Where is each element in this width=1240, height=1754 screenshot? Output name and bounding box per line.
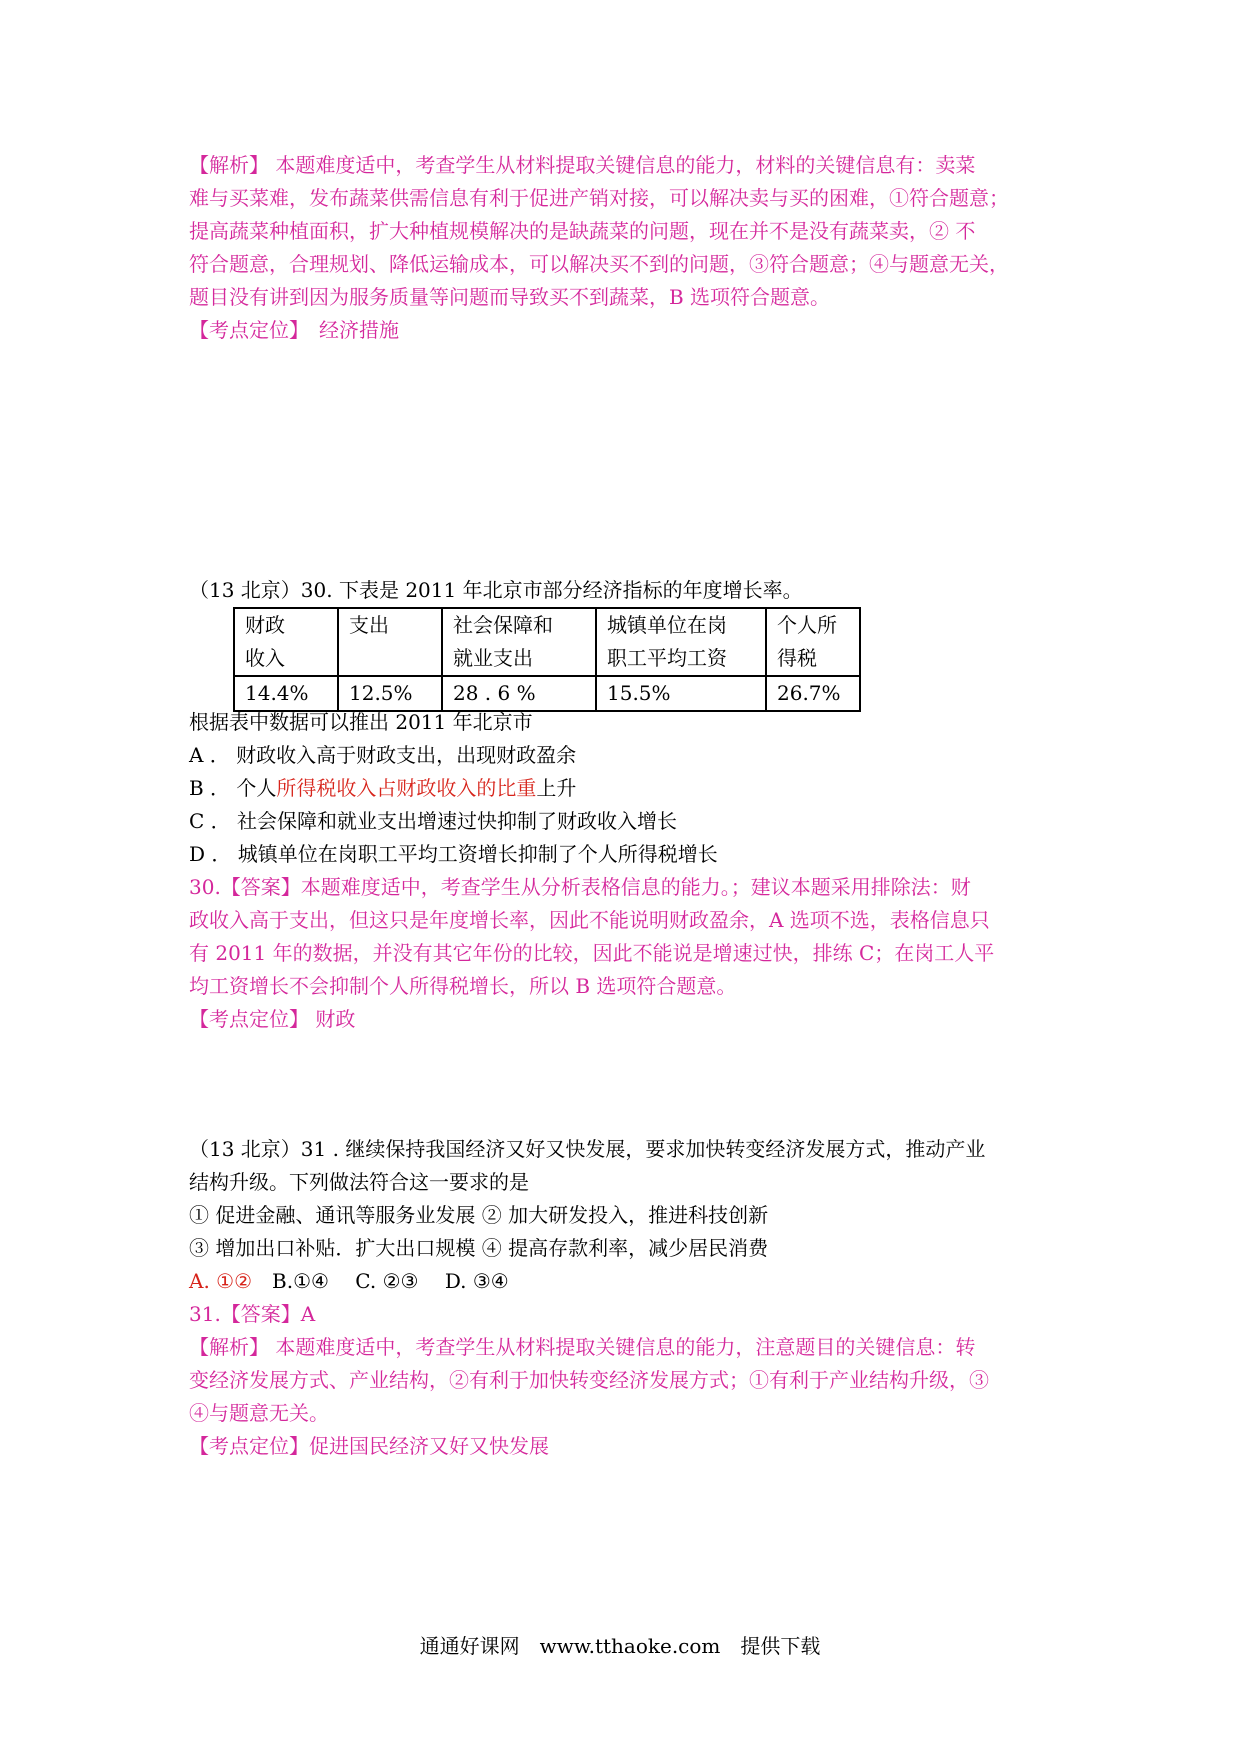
header-text: 财政 xyxy=(245,613,285,637)
header-text: 就业支出 xyxy=(453,646,533,670)
q30-option-a: A ． 财政收入高于财政支出，出现财政盈余 xyxy=(189,743,577,767)
table-cell: 12.5% xyxy=(338,676,442,711)
q31-stem-line-2: 结构升级。下列做法符合这一要求的是 xyxy=(189,1170,529,1194)
header-text: 个人所 xyxy=(777,613,837,637)
q30-stem: （13 北京）30. 下表是 2011 年北京市部分经济指标的年度增长率。 xyxy=(189,578,803,602)
table-cell: 28 . 6 % xyxy=(442,676,596,711)
q30-answer-line-1: 30.【答案】本题难度适中，考查学生从分析表格信息的能力。；建议本题采用排除法：财 xyxy=(189,875,971,899)
table-header-cell xyxy=(442,608,596,676)
option-b-highlight: 所得税收入占财政收入的比重 xyxy=(276,776,537,800)
q30-option-c: C ． 社会保障和就业支出增速过快抑制了财政收入增长 xyxy=(189,809,678,833)
header-text: 支出 xyxy=(349,613,389,637)
q30-option-b xyxy=(189,772,576,805)
table-cell: 14.4% xyxy=(234,676,338,711)
q29-analysis-line-5: 题目没有讲到因为服务质量等问题而导致买不到蔬菜，B 选项符合题意。 xyxy=(189,285,831,309)
q30-answer-line-4: 均工资增长不会抑制个人所得税增长，所以 B 选项符合题意。 xyxy=(189,974,737,998)
header-text: 职工平均工资 xyxy=(607,646,727,670)
q29-analysis-line-3: 提高蔬菜种植面积，扩大种植规模解决的是缺蔬菜的问题，现在并不是没有蔬菜卖，② 不 xyxy=(189,219,976,243)
table-header-cell xyxy=(596,608,766,676)
page-footer: 通通好课网 www.tthaoke.com 提供下载 xyxy=(419,1634,821,1658)
table-header-cell xyxy=(338,608,442,676)
option-b-prefix: B ． 个人 xyxy=(189,776,277,800)
q31-items-line-2: ③ 增加出口补贴．扩大出口规模 ④ 提高存款利率，减少居民消费 xyxy=(189,1236,769,1260)
table-header-row xyxy=(234,608,860,676)
q30-kaodian: 【考点定位】 财政 xyxy=(189,1007,356,1031)
q30-answer-line-2: 政收入高于支出，但这只是年度增长率，因此不能说明财政盈余，A 选项不选，表格信息只 xyxy=(189,908,990,932)
option-b-suffix: 上升 xyxy=(536,776,577,800)
q31-answer: 31.【答案】A xyxy=(189,1302,316,1326)
q31-choice-rest: B.①④ C. ②③ D. ③④ xyxy=(252,1269,509,1293)
q31-items-line-1: ① 促进金融、通讯等服务业发展 ② 加大研发投入，推进科技创新 xyxy=(189,1203,769,1227)
q30-option-d: D ． 城镇单位在岗职工平均工资增长抑制了个人所得税增长 xyxy=(189,842,718,866)
table-cell: 26.7% xyxy=(766,676,860,711)
q31-choices xyxy=(189,1265,509,1298)
q29-analysis-line-1: 【解析】 本题难度适中，考查学生从材料提取关键信息的能力，材料的关键信息有：卖菜 xyxy=(189,153,976,177)
q31-analysis-line-2: 变经济发展方式、产业结构，②有利于加快转变经济发展方式；①有利于产业结构升级，③ xyxy=(189,1368,989,1392)
q31-kaodian: 【考点定位】促进国民经济又好又快发展 xyxy=(189,1434,549,1458)
q31-analysis-line-3: ④与题意无关。 xyxy=(189,1401,329,1425)
q30-data-table xyxy=(233,607,861,712)
q29-analysis-line-4: 符合题意，合理规划、降低运输成本，可以解决买不到的问题，③符合题意；④与题意无关， xyxy=(189,252,1009,276)
header-text: 社会保障和 xyxy=(453,613,553,637)
table-header-cell xyxy=(766,608,860,676)
table-header-cell xyxy=(234,608,338,676)
q30-answer-line-3: 有 2011 年的数据，并没有其它年份的比较，因此不能说是增速过快，排练 C；在岗工人平 xyxy=(189,941,995,965)
header-text: 收入 xyxy=(245,646,285,670)
q29-kaodian: 【考点定位】 经济措施 xyxy=(189,318,399,342)
header-text: 得税 xyxy=(777,646,817,670)
q30-lead: 根据表中数据可以推出 2011 年北京市 xyxy=(189,710,533,734)
q31-stem-line-1: （13 北京）31 . 继续保持我国经济又好又快发展，要求加快转变经济发展方式，推动产业 xyxy=(189,1137,986,1161)
q29-analysis-line-2: 难与买菜难，发布蔬菜供需信息有利于促进产销对接，可以解决卖与买的困难，①符合题意； xyxy=(189,186,1009,210)
table-cell: 15.5% xyxy=(596,676,766,711)
header-text: 城镇单位在岗 xyxy=(607,613,727,637)
q31-choice-a: A. ①② xyxy=(189,1269,253,1293)
q31-analysis-line-1: 【解析】 本题难度适中，考查学生从材料提取关键信息的能力，注意题目的关键信息：转 xyxy=(189,1335,976,1359)
